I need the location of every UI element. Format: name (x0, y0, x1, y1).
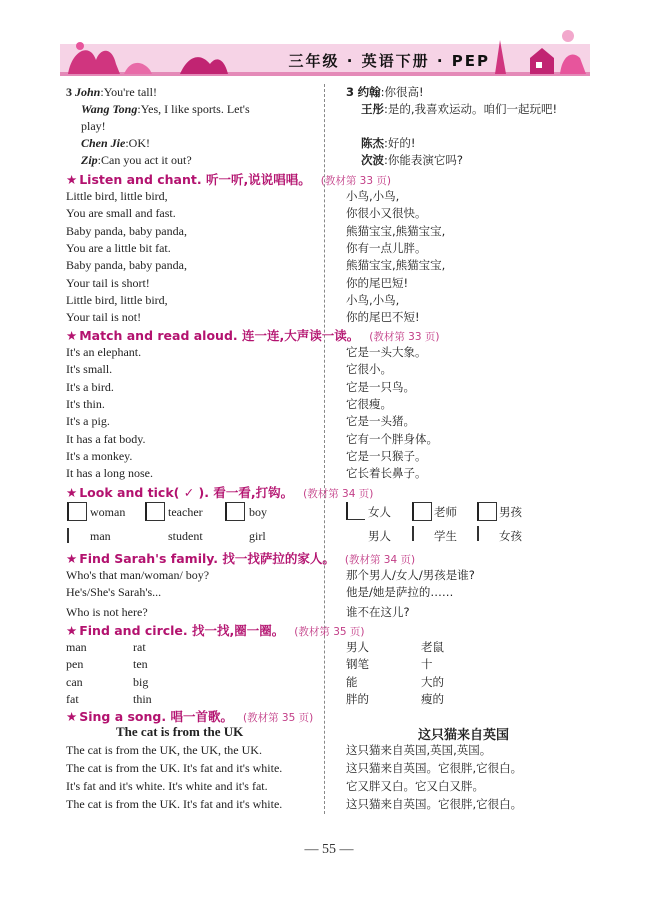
section-title: Find Sarah's family. 找一找萨拉的家人。 (79, 551, 335, 566)
match-en-line: It's a bird. (66, 379, 114, 394)
dialogue-en-line-4 (81, 135, 150, 151)
family-zh-line: 那个男人/女人/男孩是谁? (346, 568, 475, 582)
speaker-name: 约翰 (357, 85, 381, 99)
song-zh-line: 它又胖又白。它又白又胖。 (346, 779, 484, 793)
dialogue-zh-line-4 (361, 152, 463, 168)
circle-word-zh: 钢笔 (346, 657, 369, 672)
tick-word: 老师 (434, 505, 457, 519)
match-en-line: It's a pig. (66, 414, 110, 429)
circle-word-en: pen (66, 657, 84, 672)
chant-en-line: Baby panda, baby panda, (66, 223, 187, 238)
textbook-reference: (教材第 34 页) (303, 488, 374, 500)
match-zh-line: 它很瘦。 (346, 396, 392, 411)
song-zh-line: 这只猫来自英国。它很胖,它很白。 (346, 797, 523, 811)
circle-word-zh: 男人 (346, 640, 369, 654)
dialogue-text: :你能表演它吗? (384, 153, 463, 167)
chant-zh-line: 小鸟,小鸟, (346, 292, 400, 307)
circle-word-en: big (133, 674, 149, 689)
match-zh-line: 它是一头猪。 (346, 414, 415, 429)
column-divider (324, 84, 325, 814)
dialogue-text: :好的! (384, 136, 416, 150)
tick-checkbox-edge[interactable] (477, 526, 479, 541)
family-zh-line: 他是/她是萨拉的…… (346, 585, 454, 599)
star-icon: ★ (66, 172, 78, 187)
dialogue-zh-line-2 (361, 101, 557, 117)
match-en-line: It's small. (66, 362, 113, 377)
match-en-line: It has a long nose. (66, 466, 153, 481)
match-zh-line: 它很小。 (346, 362, 392, 377)
circle-word-en: thin (133, 691, 152, 706)
tick-word: 男孩 (499, 505, 522, 519)
circle-word-zh: 胖的 (346, 691, 369, 706)
page-header-title: 三年级 · 英语下册 · PEP (288, 52, 490, 70)
match-zh-line: 它是一只猴子。 (346, 448, 427, 463)
tick-word: student (168, 529, 203, 543)
section-heading-song (66, 707, 313, 725)
circle-word-en: rat (133, 640, 146, 654)
dialogue-en-line-5 (81, 152, 192, 168)
speaker-name: 陈杰 (361, 136, 384, 150)
match-en-line: It's an elephant. (66, 345, 142, 359)
song-en-line: The cat is from the UK, the UK, the UK. (66, 743, 262, 757)
circle-word-en: ten (133, 657, 148, 672)
star-icon: ★ (66, 551, 78, 566)
star-icon: ★ (66, 623, 78, 638)
tick-word: man (90, 529, 111, 543)
dialogue-text: :OK! (125, 136, 151, 150)
song-title-en: The cat is from the UK (116, 724, 244, 739)
tick-word: girl (249, 529, 266, 543)
dialogue-zh-line-3 (361, 135, 415, 151)
dialogue-zh-line-1 (346, 84, 424, 100)
tick-word: 学生 (434, 529, 457, 543)
tick-checkbox[interactable] (225, 502, 245, 521)
circle-word-zh: 十 (421, 657, 433, 672)
textbook-reference: (教材第 35 页) (242, 712, 314, 724)
match-zh-line: 它是一头大象。 (346, 345, 427, 359)
tick-checkbox[interactable] (346, 502, 365, 520)
section-heading-tick (66, 483, 373, 501)
textbook-reference: (教材第 34 页) (344, 554, 416, 566)
chant-zh-line: 你很小又很快。 (346, 206, 427, 221)
star-icon: ★ (66, 709, 78, 724)
circle-word-zh: 瘦的 (421, 691, 444, 706)
star-icon: ★ (66, 485, 78, 500)
chant-en-line: Baby panda, baby panda, (66, 258, 187, 273)
section-heading-match (66, 326, 439, 344)
chant-en-line: You are a little bit fat. (66, 240, 171, 255)
song-title-zh: 这只猫来自英国 (418, 728, 510, 743)
speaker-name: 次波 (361, 153, 384, 167)
chant-en-line: Little bird, little bird, (66, 292, 168, 307)
circle-word-en: man (66, 640, 87, 654)
speaker-name: Chen Jie (81, 136, 126, 150)
page-number: — 55 — (304, 842, 354, 857)
match-zh-line: 它有一个胖身体。 (346, 431, 438, 446)
chant-zh-line: 熊猫宝宝,熊猫宝宝, (346, 223, 446, 238)
dialogue-number: 3 (346, 85, 355, 99)
section-title: Match and read aloud. 连一连,大声读一读。 (79, 328, 360, 343)
match-zh-line: 它是一只鸟。 (346, 379, 415, 394)
section-heading-family (66, 549, 415, 567)
chant-zh-line: 熊猫宝宝,熊猫宝宝, (346, 258, 446, 273)
section-heading-chant (66, 170, 391, 188)
dialogue-en-line-2 (81, 101, 250, 117)
song-en-line: The cat is from the UK. It's fat and it's white. (66, 797, 283, 811)
speaker-name: John (75, 85, 101, 99)
header-banner (60, 20, 590, 78)
song-zh-line: 这只猫来自英国。它很胖,它很白。 (346, 761, 523, 775)
tick-checkbox[interactable] (412, 502, 432, 521)
section-title: Listen and chant. 听一听,说说唱唱。 (79, 172, 311, 187)
dialogue-text: :You're tall! (100, 85, 157, 99)
dialogue-en-line-1 (66, 84, 157, 100)
speaker-name: Zip (81, 153, 98, 167)
chant-zh-line: 你有一点儿胖。 (346, 240, 427, 255)
tick-word: teacher (168, 505, 203, 519)
textbook-reference: (教材第 33 页) (320, 175, 391, 187)
star-icon: ★ (66, 328, 78, 343)
chant-en-line: You are small and fast. (66, 206, 176, 221)
dialogue-text: :你很高! (380, 85, 424, 99)
chant-zh-line: 你的尾巴短! (346, 275, 409, 290)
tick-word: woman (90, 505, 126, 519)
dialogue-en-line-3: play! (81, 119, 106, 133)
song-en-line: It's fat and it's white. It's white and it's fat. (66, 779, 268, 793)
textbook-reference: (教材第 35 页) (294, 626, 365, 638)
family-en-line: Who is not here? (66, 605, 148, 619)
tick-checkbox[interactable] (145, 502, 165, 521)
speaker-name: Wang Tong (81, 102, 138, 116)
tick-checkbox[interactable] (67, 502, 87, 521)
textbook-reference: (教材第 33 页) (369, 331, 440, 343)
circle-word-zh: 老鼠 (421, 640, 444, 654)
tick-checkbox-edge[interactable] (412, 526, 414, 541)
dialogue-text: :是的,我喜欢运动。咱们一起玩吧! (384, 102, 558, 116)
match-zh-line: 它长着长鼻子。 (346, 466, 427, 481)
circle-word-en: fat (66, 691, 79, 706)
circle-word-en: can (66, 674, 83, 689)
dialogue-text: :Yes, I like sports. Let's (137, 102, 250, 116)
section-heading-circle (66, 621, 365, 639)
tick-word: boy (249, 505, 267, 519)
tick-checkbox[interactable] (477, 502, 497, 521)
chant-en-line: Your tail is short! (66, 275, 150, 290)
speaker-name: 王彤 (361, 102, 384, 116)
dialogue-text: :Can you act it out? (97, 153, 192, 167)
tick-word: 男人 (368, 529, 391, 543)
song-en-line: The cat is from the UK. It's fat and it's white. (66, 761, 283, 775)
match-en-line: It's a monkey. (66, 448, 133, 463)
match-en-line: It's thin. (66, 396, 105, 411)
family-en-line: Who's that man/woman/ boy? (66, 568, 210, 582)
dialogue-number: 3 (66, 85, 72, 99)
tick-word: 女孩 (499, 529, 522, 543)
song-zh-line: 这只猫来自英国,英国,英国。 (346, 743, 492, 757)
match-en-line: It has a fat body. (66, 431, 146, 446)
circle-word-zh: 大的 (421, 674, 444, 689)
family-en-line: He's/She's Sarah's... (66, 585, 162, 599)
chant-zh-line: 小鸟,小鸟, (346, 189, 400, 203)
circle-word-zh: 能 (346, 674, 358, 689)
section-title: Look and tick( ✓ ). 看一看,打钩。 (79, 485, 294, 500)
chant-en-line: Little bird, little bird, (66, 189, 168, 203)
chant-zh-line: 你的尾巴不短! (346, 310, 420, 325)
chant-en-line: Your tail is not! (66, 310, 142, 325)
tick-word: 女人 (368, 505, 391, 519)
section-title: Sing a song. 唱一首歌。 (79, 709, 233, 724)
family-zh-line: 谁不在这儿? (346, 605, 410, 619)
section-title: Find and circle. 找一找,圈一圈。 (79, 623, 285, 638)
tick-checkbox-edge[interactable] (67, 528, 69, 543)
